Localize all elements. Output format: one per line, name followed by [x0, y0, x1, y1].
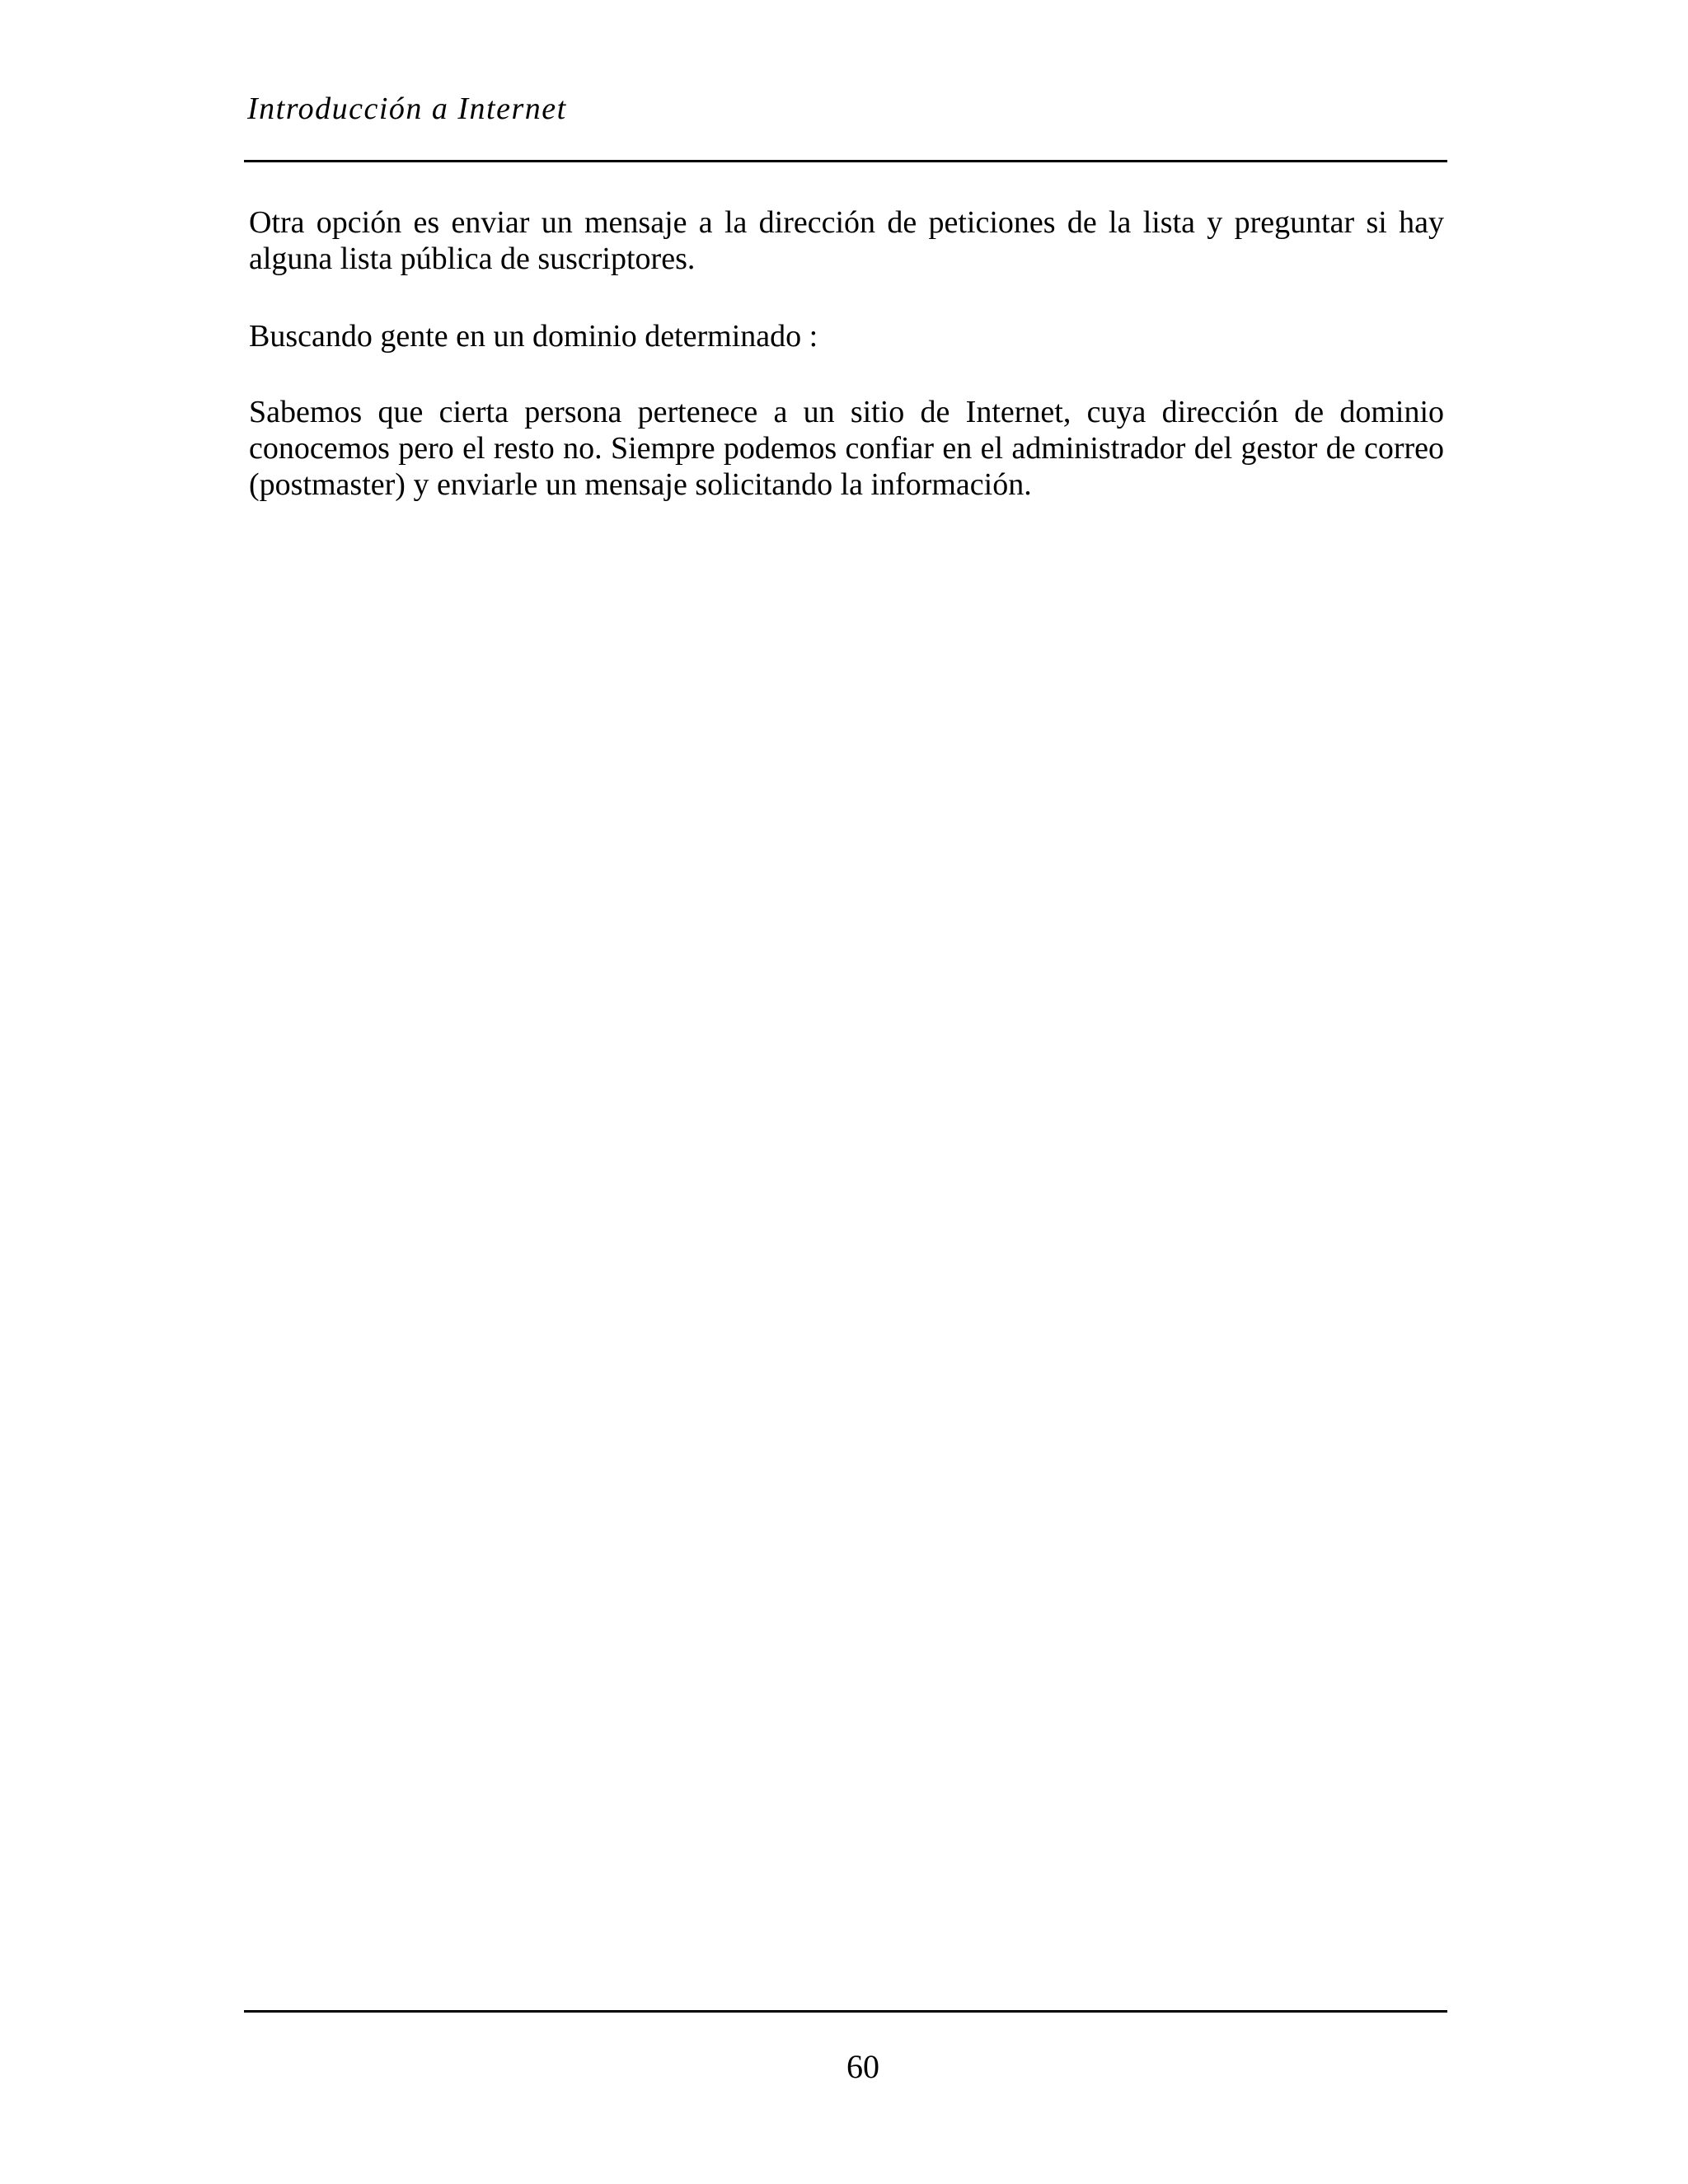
section-subheading: Buscando gente en un dominio determinado : [249, 319, 818, 354]
page-number: 60 [846, 2048, 879, 2085]
footer-divider [244, 2010, 1447, 2013]
body-paragraph: Otra opción es enviar un mensaje a la dirección de peticiones de la lista y preguntar si hay alguna lista pública de suscriptores. [249, 205, 1444, 276]
body-paragraph-3-container [249, 394, 1444, 503]
body-paragraph: Sabemos que cierta persona pertenece a un sitio de Internet, cuya dirección de dominio conocemos pero el resto no. Siempre podemos confiar en el administrador del gestor de correo (postmaster) y enviarle un mensaje solicitando la información. [249, 395, 1444, 502]
body-paragraph-2-container [249, 318, 1444, 354]
body-paragraph-1-container [249, 204, 1444, 277]
header-divider [244, 160, 1447, 162]
running-header-title: Introducción a Internet [247, 91, 567, 126]
